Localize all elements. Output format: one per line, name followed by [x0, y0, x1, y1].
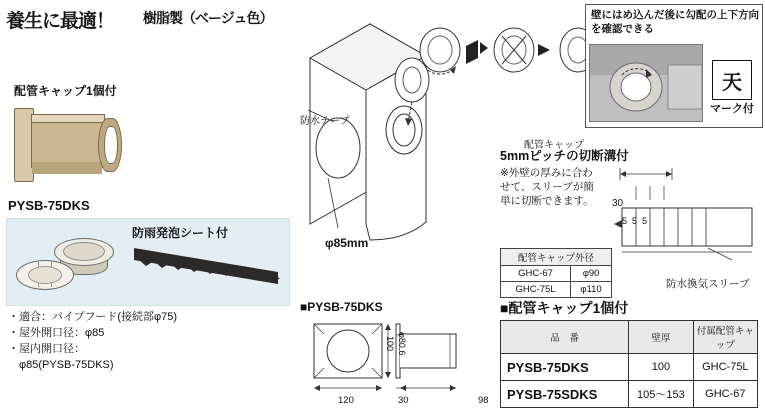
dim-height-100: 100 [385, 336, 395, 352]
spec-thickness-1: 105〜153 [629, 381, 693, 408]
dimension-drawing [300, 316, 485, 406]
orientation-mark-text: 壁にはめ込んだ後に勾配の上下方向を確認できる [591, 9, 759, 36]
resin-material-label: 樹脂製（ベージュ色） [143, 10, 273, 26]
product-notes [8, 310, 288, 374]
table-row [501, 282, 612, 298]
cap-outer-diameter-table [500, 248, 612, 298]
note-line-2: ・屋内開口径： [8, 342, 85, 355]
dim-phi-80-6: φ80.6 [397, 332, 407, 356]
spec-col-model: 品 番 [501, 321, 629, 354]
spec-model-0: PYSB-75DKS [501, 354, 629, 381]
tick-label-0: 5 [622, 216, 633, 226]
dim-width-120: 120 [338, 395, 354, 406]
spec-col-thickness: 壁厚 [629, 321, 693, 354]
spec-cap-1: GHC-67 [693, 381, 757, 408]
left-model-label: PYSB-75DKS [8, 198, 90, 213]
sleeve-illustration [14, 100, 134, 192]
headline-text: 養生に最適！ [6, 11, 115, 32]
opening-diameter-label: φ85mm [325, 236, 369, 250]
spec-model-1: PYSB-75SDKS [501, 381, 629, 408]
spec-cap-0: GHC-75L [693, 354, 757, 381]
spec-table-title: ■配管キャップ1個付 [500, 300, 629, 316]
ten-mark-symbol: 天 [712, 60, 752, 100]
pitch-dim-30: 30 [612, 198, 624, 209]
spec-thickness-0: 100 [629, 354, 693, 381]
note-line-1: ・屋外開口径：φ85 [8, 326, 105, 339]
cap-dia-value-0: φ90 [571, 266, 612, 282]
cap-dia-header: 配管キャップ外径 [501, 249, 612, 266]
sleeve-note-label: 防水換気スリーブ [666, 278, 750, 290]
spec-table [500, 320, 758, 408]
cap-included-label: 配管キャップ1個付 [14, 84, 117, 98]
dim-depth-98: 98 [478, 395, 489, 406]
pipe-cap-callout-label: 配管キャップ [524, 140, 584, 151]
foam-sheet-illustration [130, 244, 282, 292]
note-line-0: ・適合：パイプフード(接続部φ75) [8, 311, 178, 323]
pipe-cap-illustration [16, 238, 126, 296]
sleeve-bore [104, 126, 118, 164]
table-row [501, 266, 612, 282]
cap-dia-value-1: φ110 [571, 282, 612, 298]
pipe-cap-lower [16, 260, 78, 294]
sleeve-shadow [32, 162, 102, 174]
pitch-section-title: 5mmピッチの切断溝付 [500, 149, 629, 163]
table-row [501, 381, 758, 408]
cap-dia-name-1: GHC-75L [501, 282, 571, 298]
tick-label-2: 5 [642, 216, 653, 226]
dimension-drawing-title: ■PYSB-75DKS [300, 300, 383, 314]
pitch-section-note: ※外壁の厚みに合わせて、スリーブが簡単に切断できます。 [500, 167, 594, 208]
table-row [501, 354, 758, 381]
left-product-panel [0, 0, 296, 410]
mark-badge [706, 60, 758, 118]
waterproof-tape-label: 防水テープ [300, 116, 350, 127]
orientation-photo [589, 44, 703, 122]
dim-depth-30: 30 [398, 395, 409, 406]
cap-dia-name-0: GHC-67 [501, 266, 571, 282]
cap-assembly-sequence [418, 24, 598, 88]
pitch-tick-labels [622, 216, 652, 226]
note-line-3: φ85(PYSB-75DKS) [8, 358, 114, 371]
spec-col-cap: 付属配管キャップ [693, 321, 757, 354]
foam-sheet-label: 防雨発泡シート付 [132, 226, 229, 240]
mark-caption: マーク付 [710, 103, 754, 115]
tick-label-1: 5 [632, 216, 643, 226]
